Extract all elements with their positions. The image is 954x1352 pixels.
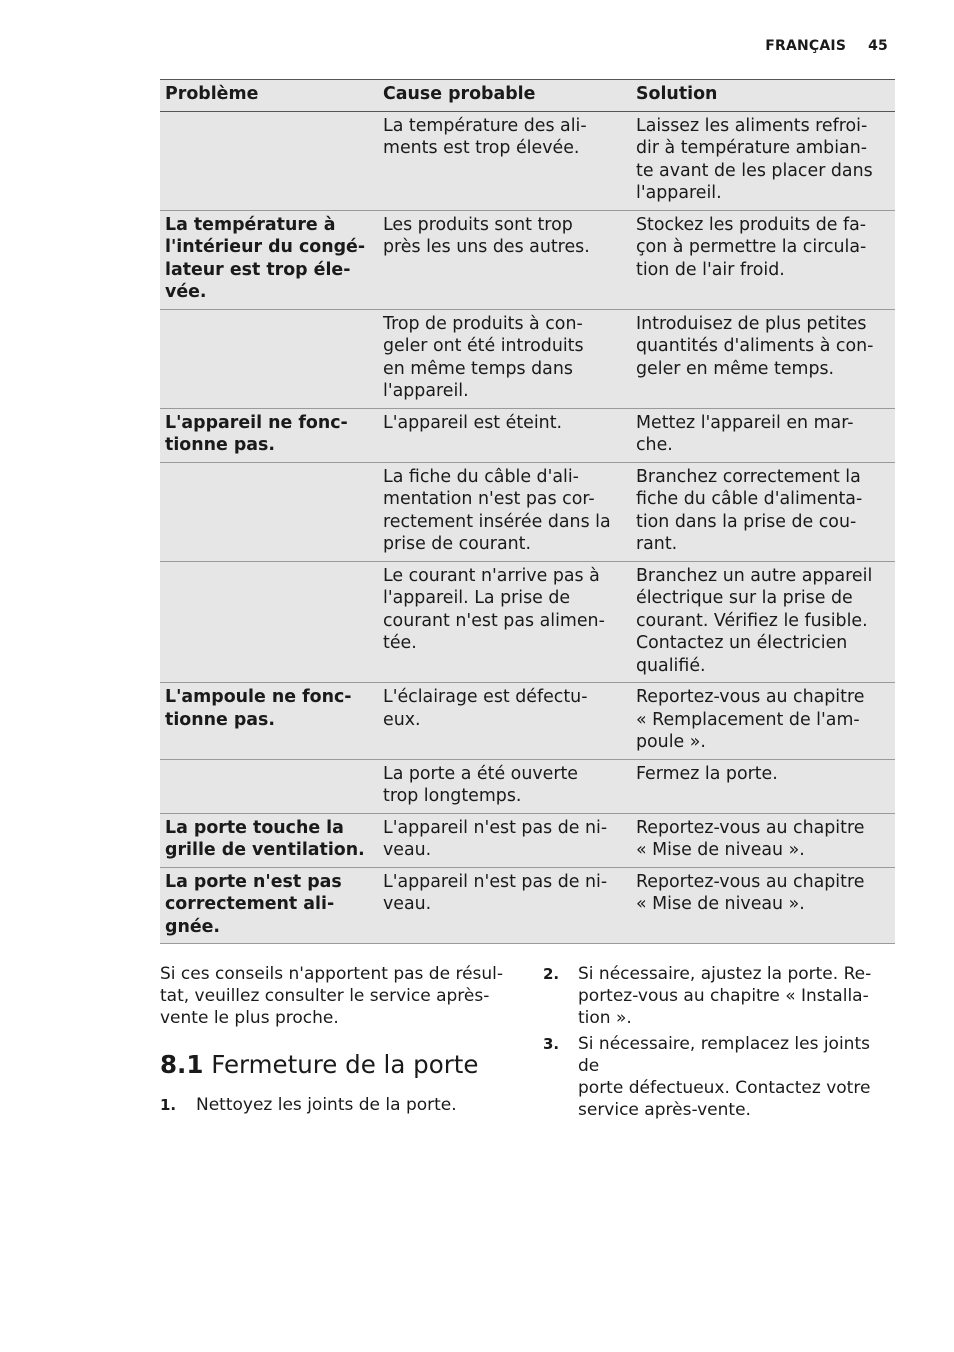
- service-note: Si ces conseils n'apportent pas de résul- tat, veuillez consulter le service après- vente le plus proche.: [160, 964, 504, 1028]
- table-row: [160, 111, 895, 210]
- problem-cell: [160, 309, 378, 408]
- step-number: 2.: [543, 965, 560, 983]
- problem-cell: La porte touche la grille de ventilation.: [160, 813, 378, 867]
- cause-cell: La température des ali- ments est trop élevée.: [378, 111, 631, 210]
- cause-cell: La porte a été ouverte trop longtemps.: [378, 759, 631, 813]
- cause-cell: La fiche du câble d'ali- mentation n'est pas cor- rectement insérée dans la prise de courant.: [378, 462, 631, 561]
- solution-cell: Stockez les produits de fa- çon à permettre la circula- tion de l'air froid.: [631, 210, 895, 309]
- problem-cell: [160, 561, 378, 683]
- solution-cell: Fermez la porte.: [631, 759, 895, 813]
- table-row: [160, 759, 895, 813]
- table-row: [160, 683, 895, 760]
- solution-cell: Branchez correctement la fiche du câble d'alimenta- tion dans la prise de cou- rant.: [631, 462, 895, 561]
- table-row: [160, 813, 895, 867]
- problem-cell: [160, 759, 378, 813]
- cause-cell: L'appareil est éteint.: [378, 408, 631, 462]
- cause-cell: L'appareil n'est pas de ni- veau.: [378, 867, 631, 944]
- step-text: Si nécessaire, ajustez la porte. Re- portez-vous au chapitre « Installa- tion ».: [578, 964, 872, 1028]
- solution-cell: Reportez-vous au chapitre « Mise de niveau ».: [631, 867, 895, 944]
- table-row: [160, 867, 895, 944]
- table-row: [160, 462, 895, 561]
- problem-cell: La porte n'est pas correctement ali- gnée.: [160, 867, 378, 944]
- solution-cell: Laissez les aliments refroi- dir à température ambian- te avant de les placer dans l'appareil.: [631, 111, 895, 210]
- solution-cell: Introduisez de plus petites quantités d'aliments à con- geler en même temps.: [631, 309, 895, 408]
- table-body: [160, 111, 895, 944]
- step-number: 1.: [160, 1096, 177, 1114]
- problem-cell: L'appareil ne fonc- tionne pas.: [160, 408, 378, 462]
- column-header-solution: Solution: [631, 80, 895, 112]
- step-item: [543, 1033, 895, 1121]
- table-row: [160, 561, 895, 683]
- column-header-cause: Cause probable: [378, 80, 631, 112]
- cause-cell: Le courant n'arrive pas à l'appareil. La prise de courant n'est pas alimen- tée.: [378, 561, 631, 683]
- solution-cell: Branchez un autre appareil électrique sur la prise de courant. Vérifiez le fusible. Contactez un électricien qualifié.: [631, 561, 895, 683]
- problem-cell: [160, 111, 378, 210]
- step-item: [160, 1094, 490, 1116]
- step-number: 3.: [543, 1035, 560, 1053]
- problem-cell: [160, 462, 378, 561]
- steps-list-left: [160, 1094, 490, 1120]
- section-heading: [160, 1049, 478, 1081]
- table-row: [160, 309, 895, 408]
- page-header: [765, 38, 888, 54]
- page-number: 45: [868, 38, 888, 54]
- problem-cell: La température à l'intérieur du congé- lateur est trop éle- vée.: [160, 210, 378, 309]
- cause-cell: Trop de produits à con- geler ont été introduits en même temps dans l'appareil.: [378, 309, 631, 408]
- cause-cell: L'éclairage est défectu- eux.: [378, 683, 631, 760]
- step-text: Si nécessaire, remplacez les joints de porte défectueux. Contactez votre service après-vente.: [578, 1034, 871, 1120]
- step-text: Nettoyez les joints de la porte.: [196, 1095, 457, 1115]
- step-item: [543, 963, 895, 1029]
- column-header-problem: Problème: [160, 80, 378, 112]
- section-number: 8.1: [160, 1050, 204, 1079]
- cause-cell: L'appareil n'est pas de ni- veau.: [378, 813, 631, 867]
- solution-cell: Mettez l'appareil en mar- che.: [631, 408, 895, 462]
- table-row: [160, 210, 895, 309]
- problem-cell: L'ampoule ne fonc- tionne pas.: [160, 683, 378, 760]
- cause-cell: Les produits sont trop près les uns des autres.: [378, 210, 631, 309]
- table-header-row: [160, 80, 895, 112]
- section-title-text: Fermeture de la porte: [211, 1050, 479, 1079]
- table-row: [160, 408, 895, 462]
- solution-cell: Reportez-vous au chapitre « Mise de niveau ».: [631, 813, 895, 867]
- steps-list-right: [543, 963, 895, 1125]
- solution-cell: Reportez-vous au chapitre « Remplacement de l'am- poule ».: [631, 683, 895, 760]
- header-language: FRANÇAIS: [765, 38, 847, 54]
- troubleshooting-table: [160, 79, 895, 944]
